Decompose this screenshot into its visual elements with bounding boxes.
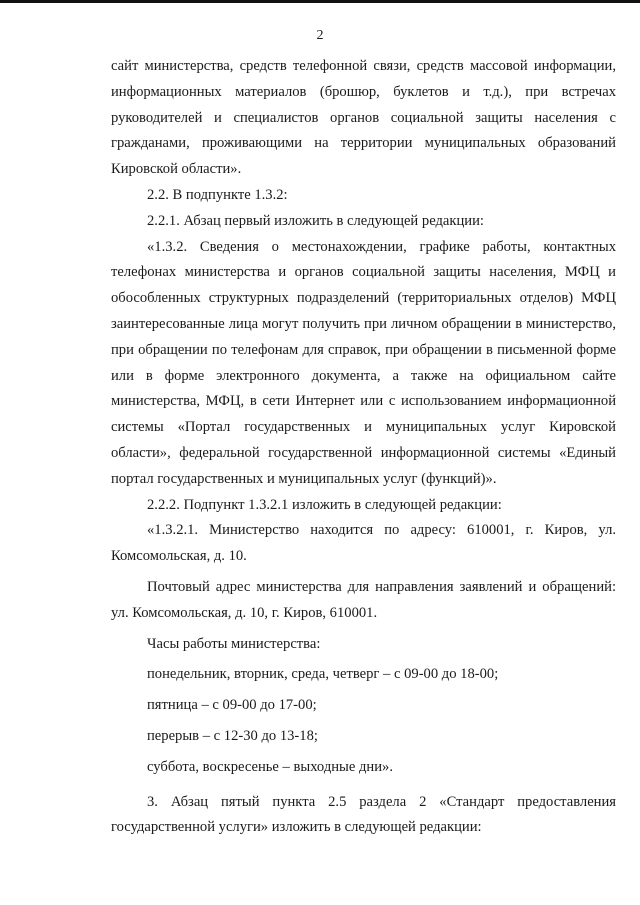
paragraph-item-2-2-1: 2.2.1. Абзац первый изложить в следующей редакции:	[147, 212, 484, 229]
paragraph-item-1-3-2: «1.3.2. Сведения о местонахождении, графике работы, контактных телефонах министерства и органов социальной защиты населения, МФЦ и обособленных структурных подразделений (территориальных отделов) МФЦ заинтересованные лица могут получить при личном обращении в министерство, при обращении по телефонам для справок, при обращении в письменной форме или в форме электронного документа, а также на официальном сайте министерства, МФЦ, в сети Интернет или с использованием информационной системы «Портал государственных и муниципальных услуг Кировской области», федеральной государственной информационной системы «Единый портал государственных и муниципальных услуг (функций)».	[111, 238, 616, 487]
paragraph-item-2-2-2: 2.2.2. Подпункт 1.3.2.1 изложить в следующей редакции:	[147, 496, 502, 513]
page-number: 2	[316, 28, 324, 43]
paragraph-working-hours-heading: Часы работы министерства:	[147, 635, 321, 652]
paragraph-continuation: сайт министерства, средств телефонной связи, средств массовой информации, информационных материалов (брошюр, буклетов и т.д.), при встречах руководителей и специалистов органов социальной защиты населения с гражданами, проживающими на территории муниципальных образований Кировской области».	[111, 58, 616, 178]
paragraph-item-2-2: 2.2. В подпункте 1.3.2:	[147, 186, 288, 203]
paragraph-postal-address: Почтовый адрес министерства для направления заявлений и обращений: ул. Комсомольская, д. 10, г. Киров, 610001.	[111, 578, 616, 621]
paragraph-hours-weekend: суббота, воскресенье – выходные дни».	[147, 758, 393, 775]
scan-top-edge	[0, 0, 640, 3]
paragraph-hours-mon-thu: понедельник, вторник, среда, четверг – с 09-00 до 18-00;	[147, 666, 499, 683]
paragraph-hours-break: перерыв – с 12-30 до 13-18;	[147, 727, 318, 744]
paragraph-hours-friday: пятница – с 09-00 до 17-00;	[147, 697, 317, 714]
document-body	[111, 54, 616, 841]
paragraph-item-1-3-2-1: «1.3.2.1. Министерство находится по адресу: 610001, г. Киров, ул. Комсомольская, д. 10.	[111, 522, 616, 565]
paragraph-item-3: 3. Абзац пятый пункта 2.5 раздела 2 «Стандарт предоставления государственной услуги» изложить в следующей редакции:	[111, 793, 616, 836]
